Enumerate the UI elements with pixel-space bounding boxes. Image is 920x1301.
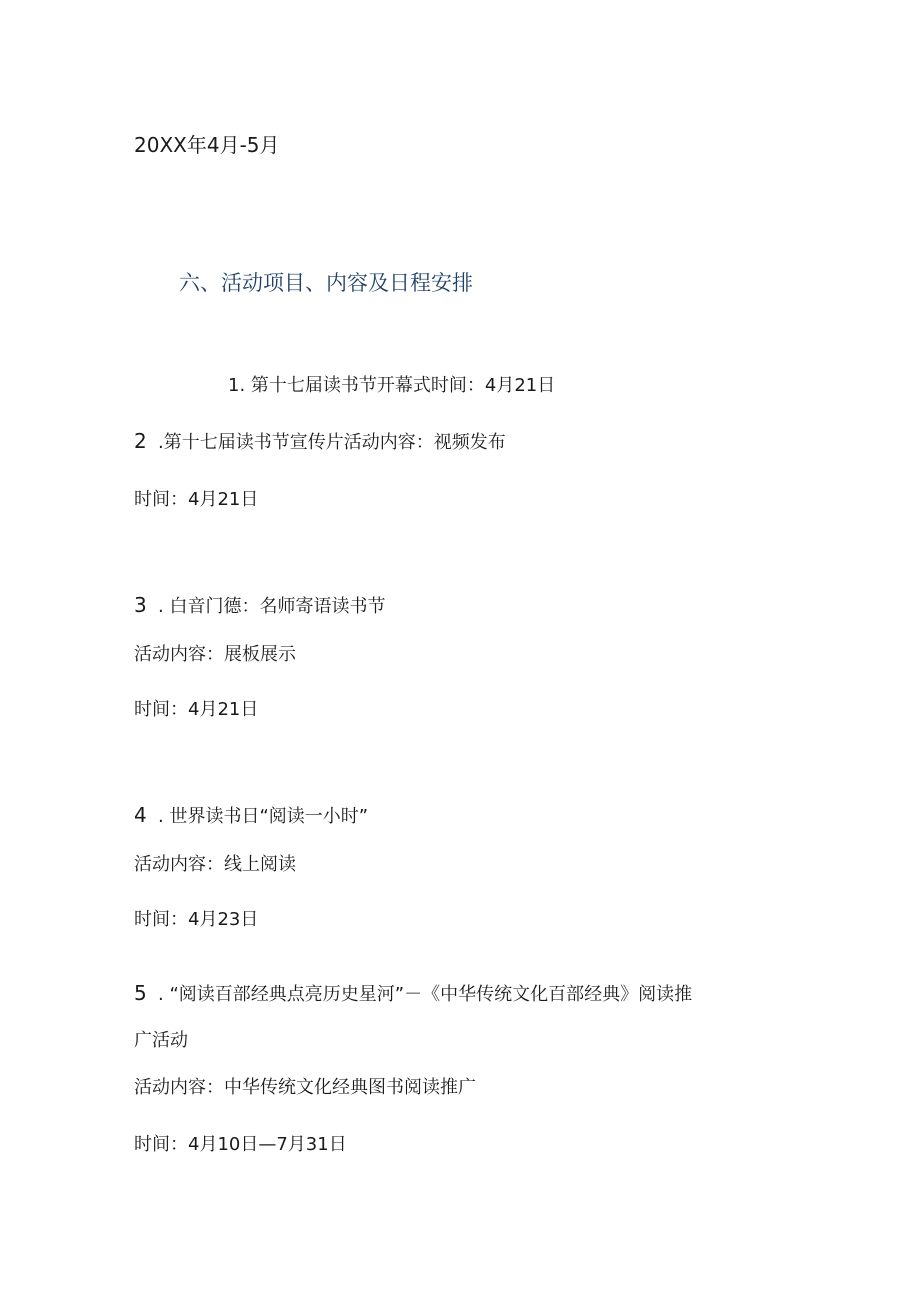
item-4-content: 活动内容：线上阅读	[134, 854, 296, 875]
item-2-title: .第十七届读书节宣传片活动内容：视频发布	[158, 432, 506, 453]
item-3-content: 活动内容：展板展示	[134, 644, 296, 665]
item-3-number: 3	[134, 593, 147, 617]
item-2-time: 时间：4月21日	[134, 489, 259, 510]
item-4-time: 时间：4月23日	[134, 909, 259, 930]
item-2-number: 2	[134, 429, 147, 453]
item-5-content: 活动内容：中华传统文化经典图书阅读推广	[134, 1077, 476, 1098]
item-4-title: . 世界读书日“阅读一小时”	[158, 806, 369, 827]
item-4-title-line	[134, 803, 368, 829]
item-3-title-line	[134, 593, 385, 619]
period-text: 20XX年4月-5月	[134, 133, 280, 157]
item-3-title: . 白音门德：名师寄语读书节	[158, 596, 386, 617]
item-5-title-continued: 广活动	[134, 1030, 188, 1051]
item-4-number: 4	[134, 803, 147, 827]
item-5-time: 时间：4月10日—7月31日	[134, 1134, 347, 1155]
section-heading: 六、活动项目、内容及日程安排	[179, 271, 473, 295]
item-5-number: 5	[134, 981, 147, 1005]
item-5-title: . “阅读百部经典点亮历史星河”－《中华传统文化百部经典》阅读推	[158, 984, 693, 1005]
item-1-title: 1. 第十七届读书节开幕式时间：4月21日	[228, 375, 556, 396]
item-3-time: 时间：4月21日	[134, 699, 259, 720]
item-5-title-line	[134, 981, 692, 1007]
item-2-title-line	[134, 429, 506, 455]
